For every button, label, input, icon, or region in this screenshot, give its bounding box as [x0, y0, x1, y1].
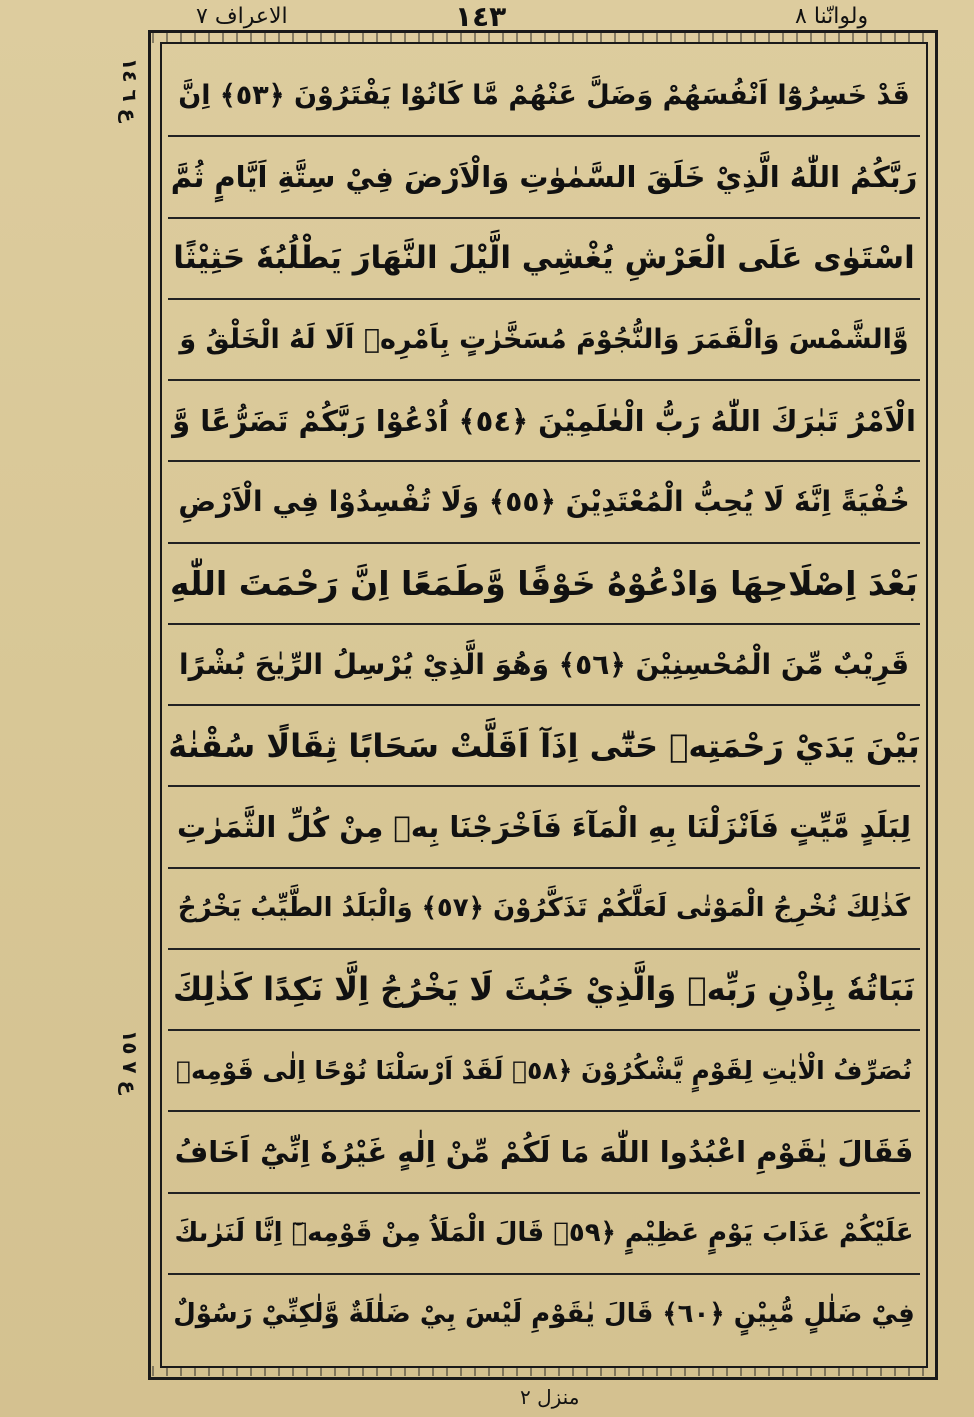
verse-line: كَذٰلِكَ نُخْرِجُ الْمَوْتٰى لَعَلَّكُمْ تَذَكَّرُوْنَ ﴿٥٧﴾ وَالْبَلَدُ الطَّيِّبُ يَخْرُجُ [177, 893, 911, 923]
page-number: ١٤٣ [455, 0, 507, 33]
verse-line: بَعْدَ اِصْلَاحِهَا وَادْعُوْهُ خَوْفًا وَّطَمَعًا اِنَّ رَحْمَتَ اللّٰهِ [170, 563, 918, 603]
manzil-label: منزل ٢ [520, 1385, 580, 1409]
juz-name-header: الاعراف ٧ [196, 4, 288, 29]
verse-line: وَّالشَّمْسَ وَالْقَمَرَ وَالنُّجُوْمَ مُسَخَّرٰتٍ بِاَمْرِهٖ اَلَا لَهُ الْخَلْقُ وَ [179, 323, 909, 355]
verse-line: رَبَّكُمُ اللّٰهُ الَّذِيْ خَلَقَ السَّمٰوٰتِ وَالْاَرْضَ فِيْ سِتَّةِ اَيَّامٍ ثُمَّ [170, 159, 918, 194]
verse-line: عَلَيْكُمْ عَذَابَ يَوْمٍ عَظِيْمٍ ﴿٥٩﴾ قَالَ الْمَلَاُ مِنْ قَوْمِهٖٓ اِنَّا لَنَرٰىكَ [174, 1218, 914, 1248]
verse-line: خُفْيَةً اِنَّهٗ لَا يُحِبُّ الْمُعْتَدِيْنَ ﴿٥٥﴾ وَلَا تُفْسِدُوْا فِي الْاَرْضِ [178, 485, 910, 519]
verse-line: فَقَالَ يٰقَوْمِ اعْبُدُوا اللّٰهَ مَا لَكُمْ مِّنْ اِلٰهٍ غَيْرُهٗ اِنِّيْٓ اَخَافُ [174, 1134, 914, 1169]
ruku-marker-top: ع ٦ ١٤ [118, 58, 142, 123]
verse-line: بَيْنَ يَدَيْ رَحْمَتِهٖ حَتّٰٓى اِذَآ اَقَلَّتْ سَحَابًا ثِقَالًا سُقْنٰهُ [168, 726, 920, 765]
verse-line: قَدْ خَسِرُوْٓا اَنْفُسَهُمْ وَضَلَّ عَنْهُمْ مَّا كَانُوْا يَفْتَرُوْنَ ﴿٥٣﴾ اِنَّ [178, 80, 910, 111]
verse-line: الْاَمْرُ تَبٰرَكَ اللّٰهُ رَبُّ الْعٰلَمِيْنَ ﴿٥٤﴾ اُدْعُوْا رَبَّكُمْ تَضَرُّعًا وَّ [172, 403, 916, 438]
verse-line: قَرِيْبٌ مِّنَ الْمُحْسِنِيْنَ ﴿٥٦﴾ وَهُوَ الَّذِيْ يُرْسِلُ الرِّيٰحَ بُشْرًا [178, 647, 910, 681]
verse-line: فِيْ ضَلٰلٍ مُّبِيْنٍ ﴿٦٠﴾ قَالَ يٰقَوْمِ لَيْسَ بِيْ ضَلٰلَةٌ وَّلٰكِنِّيْ رَسُوْلٌ [173, 1299, 915, 1330]
verse-line: نُصَرِّفُ الْاٰيٰتِ لِقَوْمٍ يَّشْكُرُوْنَ ﴿٥٨﴾ لَقَدْ اَرْسَلْنَا نُوْحًا اِلٰى قَوْمِهٖ [176, 1056, 912, 1085]
verse-line: نَبَاتُهٗ بِاِذْنِ رَبِّهٖ وَالَّذِيْ خَبُثَ لَا يَخْرُجُ اِلَّا نَكِدًا كَذٰلِكَ [173, 970, 915, 1009]
verse-line: لِبَلَدٍ مَّيِّتٍ فَاَنْزَلْنَا بِهِ الْمَآءَ فَاَخْرَجْنَا بِهٖ مِنْ كُلِّ الثَّمَرٰتِ [177, 809, 911, 844]
verse-line: اسْتَوٰى عَلَى الْعَرْشِ يُغْشِي الَّيْلَ النَّهَارَ يَطْلُبُهٗ حَثِيْثًا [173, 240, 915, 276]
ruku-marker-bottom: ع ٧ ١٥ [118, 1030, 142, 1095]
text-block [168, 55, 920, 1355]
surah-name-header: ولوانّنا ٨ [795, 4, 869, 29]
